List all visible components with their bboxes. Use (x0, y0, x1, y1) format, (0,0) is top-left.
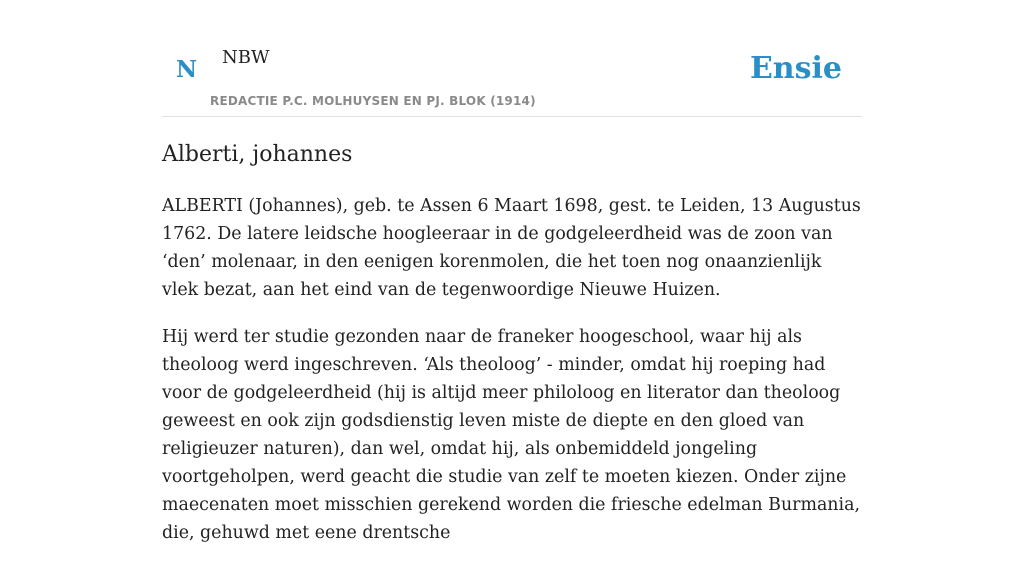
work-title[interactable]: NBW (222, 47, 270, 68)
brand-logo[interactable]: Ensie (749, 51, 842, 86)
work-logo[interactable]: N (176, 56, 198, 83)
site-header (162, 0, 862, 117)
work-subtitle: REDACTIE P.C. MOLHUYSEN EN PJ. BLOK (1914) (210, 94, 536, 108)
entry-body (162, 192, 862, 566)
paragraph: Hij werd ter studie gezonden naar de franeker hoogeschool, waar hij als theoloog werd ingeschreven. ‘Als theoloog’ - minder, omdat hij roeping had voor de godgeleerdheid (hij is altijd meer philoloog en literator dan theoloog geweest en ook zijn godsdienstig leven miste de diepte en den gloed van religieuzer naturen), dan wel, omdat hij, als onbemiddeld jongeling voortgeholpen, werd geacht die studie van zelf te moeten kiezen. Onder zijne maecenaten moet misschien gerekend worden die friesche edelman Burmania, die, gehuwd met eene drentsche (162, 327, 860, 543)
page (162, 0, 862, 543)
entry-title: Alberti, johannes (162, 142, 353, 167)
paragraph: ALBERTI (Johannes), geb. te Assen 6 Maart 1698, gest. te Leiden, 13 Augustus 1762. De latere leidsche hoogleeraar in de godgeleerdheid was de zoon van ‘den’ molenaar, in den eenigen korenmolen, die het toen nog onaanzienlijk vlek bezat, aan het eind van de tegenwoordige Nieuwe Huizen. (162, 196, 861, 300)
